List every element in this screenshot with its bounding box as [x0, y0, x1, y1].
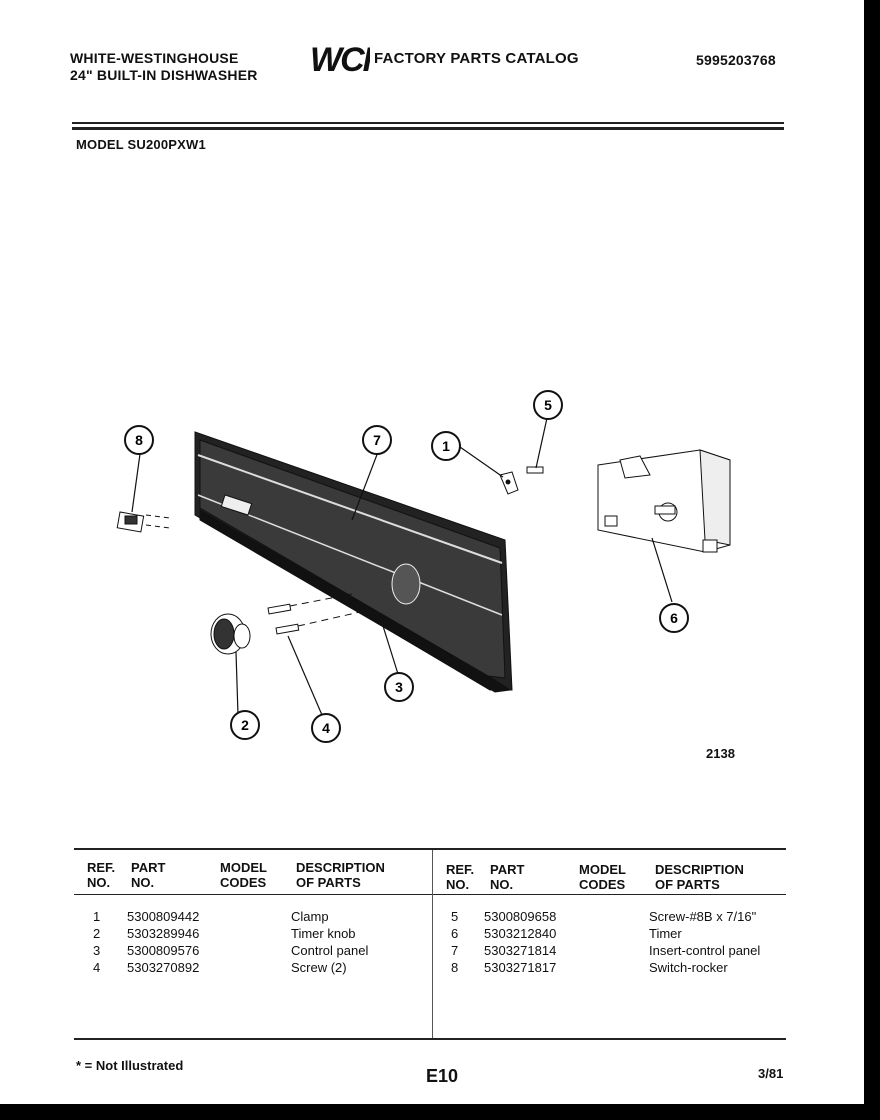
part-number: 5300809658: [484, 909, 557, 924]
part-number: 5303212840: [484, 926, 557, 941]
col-ref-no-right: REF. NO.: [446, 862, 475, 892]
table-divider: [432, 850, 433, 1038]
catalog-number: 5995203768: [696, 52, 776, 68]
svg-text:7: 7: [373, 432, 381, 448]
brand-title: [70, 50, 258, 84]
svg-text:5: 5: [544, 397, 552, 413]
exploded-diagram: [0, 380, 860, 780]
part-description: Timer: [649, 926, 682, 941]
table-row: 3: [93, 943, 101, 958]
svg-text:8: 8: [135, 432, 143, 448]
page-code: E10: [426, 1066, 459, 1086]
catalog-title: FACTORY PARTS CATALOG: [374, 50, 579, 67]
callout-1: [432, 432, 460, 460]
table-row: 1: [93, 909, 101, 924]
wci-logo: [308, 40, 370, 76]
part-description: Insert-control panel: [649, 943, 761, 958]
figure-number: 2138: [706, 746, 735, 761]
catalog-date: 3/81: [758, 1066, 784, 1081]
col-model-codes-right: MODEL CODES: [579, 862, 626, 892]
callout-6: [660, 604, 688, 632]
part-description: Control panel: [291, 943, 369, 958]
part-number: 5300809576: [127, 943, 200, 958]
model-label: MODEL SU200PXW1: [76, 137, 206, 152]
col-description-right: DESCRIPTION OF PARTS: [655, 862, 744, 892]
table-row: 4: [93, 960, 101, 975]
part-description: Screw-#8B x 7/16": [649, 909, 757, 924]
switch-rocker-part: [117, 512, 170, 532]
not-illustrated-note: * = Not Illustrated: [76, 1058, 184, 1073]
brand-line-2: 24" BUILT-IN DISHWASHER: [70, 67, 258, 83]
table-row: 7: [451, 943, 459, 958]
part-description: Screw (2): [291, 960, 347, 975]
table-rule-bottom: [74, 1038, 786, 1040]
part-number: 5303289946: [127, 926, 200, 941]
table-row: 2: [93, 926, 101, 941]
callout-3: [385, 673, 413, 701]
svg-text:1: 1: [442, 438, 450, 454]
table-row: 8: [451, 960, 459, 975]
part-description: Timer knob: [291, 926, 356, 941]
callout-2: [231, 711, 259, 739]
screw-5-part: [527, 467, 543, 473]
control-panel-part: [195, 432, 512, 692]
timer-part: [598, 450, 730, 552]
svg-text:3: 3: [395, 679, 403, 695]
scan-border-bottom: [0, 1104, 880, 1120]
table-rule-top: [74, 848, 786, 850]
table-rule-header: [74, 894, 786, 895]
scan-border-right: [864, 0, 880, 1120]
table-row: 6: [451, 926, 459, 941]
part-number: 5300809442: [127, 909, 200, 924]
col-part-no-right: PART NO.: [490, 862, 525, 892]
col-ref-no-left: REF. NO.: [87, 860, 116, 890]
svg-text:4: 4: [322, 720, 330, 736]
header-rule-top: [72, 122, 784, 124]
part-description: Switch-rocker: [649, 960, 728, 975]
part-number: 5303271817: [484, 960, 557, 975]
callout-4: [312, 714, 340, 742]
clamp-part: [500, 472, 518, 494]
part-number: 5303270892: [127, 960, 200, 975]
part-number: 5303271814: [484, 943, 557, 958]
svg-text:6: 6: [670, 610, 678, 626]
timer-knob-part: [211, 614, 250, 654]
col-part-no-left: PART NO.: [131, 860, 166, 890]
col-model-codes-left: MODEL CODES: [220, 860, 267, 890]
callout-8: [125, 426, 153, 454]
svg-text:2: 2: [241, 717, 249, 733]
part-description: Clamp: [291, 909, 329, 924]
table-row: 5: [451, 909, 459, 924]
brand-line-1: WHITE-WESTINGHOUSE: [70, 50, 239, 66]
col-description-left: DESCRIPTION OF PARTS: [296, 860, 385, 890]
wci-logo-text: WCI: [310, 41, 370, 76]
callout-7: [363, 426, 391, 454]
header-rule-bottom: [72, 127, 784, 130]
callout-5: [534, 391, 562, 419]
